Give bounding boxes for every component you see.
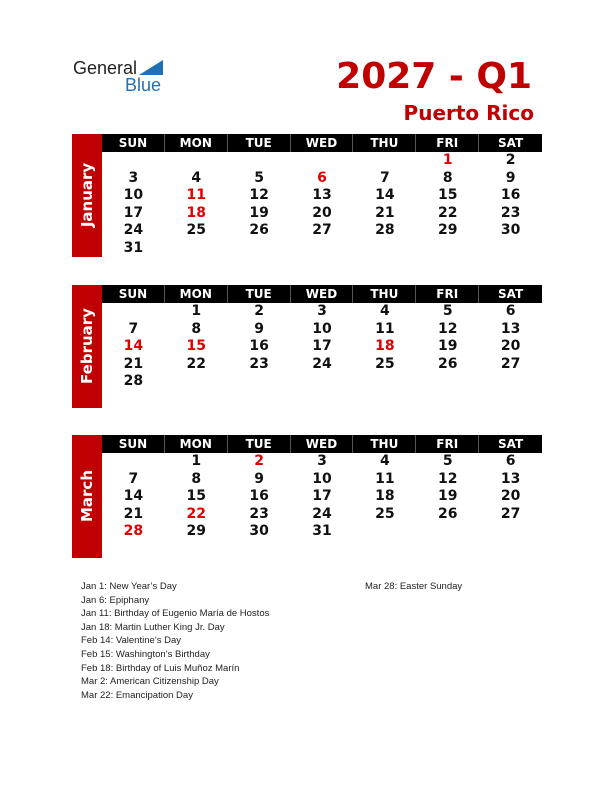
day-cell: 8 <box>442 169 453 186</box>
week-row <box>102 321 542 339</box>
day-cell: 27 <box>312 222 332 239</box>
day-cell: 18 <box>186 204 207 221</box>
holiday-note: Mar 2: American Citizenship Day <box>81 676 219 688</box>
day-cell: 14 <box>375 187 395 204</box>
day-cell: 1 <box>191 453 202 469</box>
weekday-header-row <box>102 285 542 303</box>
weekday-header: SUN <box>102 134 165 152</box>
weekday-header: FRI <box>416 435 479 453</box>
day-cell: 8 <box>191 320 202 337</box>
day-cell: 16 <box>249 488 269 505</box>
holiday-note: Jan 6: Epiphany <box>81 594 150 606</box>
weekday-header-row <box>102 134 542 152</box>
weekday-header: SAT <box>497 287 524 301</box>
day-cell: 27 <box>500 355 521 372</box>
day-cell: 20 <box>500 338 521 355</box>
day-cell: 11 <box>186 187 207 204</box>
week-row <box>102 205 542 223</box>
day-cell: 12 <box>249 187 269 204</box>
month-name: March <box>78 469 96 523</box>
calendar-grid <box>102 285 542 391</box>
day-cell: 14 <box>123 338 144 355</box>
weekday-header: THU <box>353 435 416 453</box>
calendar-grid <box>102 134 542 258</box>
day-cell: 2 <box>505 152 516 168</box>
day-cell: 3 <box>317 303 327 319</box>
day-cell: 24 <box>123 222 144 239</box>
empty-day-cell <box>102 152 165 170</box>
weekday-header: SAT <box>497 437 524 451</box>
day-cell: 17 <box>312 338 332 355</box>
day-cell: 29 <box>186 523 207 540</box>
day-cell: 1 <box>191 303 202 319</box>
day-cell: 31 <box>123 239 144 256</box>
week-row <box>102 187 542 205</box>
weekday-header: MON <box>165 134 228 152</box>
holiday-note: Feb 15: Washington’s Birthday <box>81 648 210 660</box>
day-cell: 4 <box>379 303 390 319</box>
weekday-header: WED <box>291 134 354 152</box>
empty-day-cell <box>353 152 416 170</box>
holiday-note: Mar 28: Easter Sunday <box>365 581 463 592</box>
empty-day-cell <box>291 152 354 170</box>
day-cell: 10 <box>312 320 332 337</box>
weekday-header: WED <box>291 435 354 453</box>
week-row <box>102 303 542 321</box>
day-cell: 14 <box>123 488 144 505</box>
week-row <box>102 152 542 170</box>
day-cell: 26 <box>437 505 458 522</box>
day-cell: 3 <box>317 453 327 469</box>
day-cell: 9 <box>505 169 516 186</box>
weekday-header: THU <box>353 285 416 303</box>
weekday-header: TUE <box>228 285 291 303</box>
day-cell: 12 <box>437 320 458 337</box>
day-cell: 23 <box>249 505 269 522</box>
day-cell: 1 <box>442 152 453 168</box>
holiday-note: Mar 22: Emancipation Day <box>81 689 193 701</box>
day-cell: 13 <box>500 470 521 487</box>
empty-day-cell <box>353 240 416 258</box>
empty-day-cell <box>165 240 228 258</box>
day-cell: 6 <box>505 453 516 469</box>
weekday-header: FRI <box>416 285 479 303</box>
day-cell: 21 <box>123 505 144 522</box>
weekday-header: SUN <box>102 285 165 303</box>
logo-flag-icon <box>139 60 163 75</box>
day-cell: 17 <box>123 204 144 221</box>
day-cell: 24 <box>312 505 332 522</box>
weekday-header-row <box>102 435 542 453</box>
holiday-note: Jan 18: Martin Luther King Jr. Day <box>81 621 225 633</box>
day-cell: 8 <box>191 470 202 487</box>
weekday-header: SAT <box>497 136 524 150</box>
day-cell: 23 <box>500 204 521 221</box>
day-cell: 5 <box>442 453 453 469</box>
weekday-header: MON <box>165 285 228 303</box>
day-cell: 5 <box>442 303 453 319</box>
week-row <box>102 170 542 188</box>
week-row <box>102 338 542 356</box>
page-subtitle: Puerto Rico <box>403 101 534 125</box>
month-side-bar <box>72 435 102 558</box>
day-cell: 16 <box>249 338 269 355</box>
empty-day-cell <box>228 373 291 391</box>
day-cell: 11 <box>375 470 395 487</box>
month-side-bar <box>72 134 102 257</box>
day-cell: 10 <box>312 470 332 487</box>
day-cell: 5 <box>254 169 264 186</box>
holiday-note: Feb 14: Valentine’s Day <box>81 635 181 647</box>
week-row <box>102 506 542 524</box>
day-cell: 13 <box>312 187 332 204</box>
day-cell: 13 <box>500 320 521 337</box>
weekday-header: FRI <box>416 134 479 152</box>
empty-day-cell <box>102 453 165 471</box>
day-cell: 30 <box>249 523 269 540</box>
logo-text-general: General <box>73 58 138 78</box>
day-cell: 28 <box>123 373 144 390</box>
empty-day-cell <box>165 152 228 170</box>
logo-text-blue: Blue <box>125 75 162 95</box>
day-cell: 15 <box>186 488 207 505</box>
day-cell: 25 <box>375 355 395 372</box>
empty-day-cell <box>416 523 479 541</box>
day-cell: 20 <box>500 488 521 505</box>
day-cell: 19 <box>249 204 269 221</box>
day-cell: 7 <box>128 320 139 337</box>
weekday-header: TUE <box>228 435 291 453</box>
week-row <box>102 488 542 506</box>
empty-day-cell <box>228 240 291 258</box>
day-cell: 11 <box>375 320 395 337</box>
empty-day-cell <box>228 152 291 170</box>
empty-day-cell <box>479 373 542 391</box>
day-cell: 21 <box>375 204 395 221</box>
day-cell: 3 <box>128 169 139 186</box>
empty-day-cell <box>102 303 165 321</box>
week-row <box>102 240 542 258</box>
weekday-header: MON <box>165 435 228 453</box>
day-cell: 15 <box>437 187 458 204</box>
holiday-list-right <box>365 580 462 594</box>
day-cell: 27 <box>500 505 521 522</box>
page-title: 2027 - Q1 <box>336 56 532 97</box>
empty-day-cell <box>353 373 416 391</box>
week-row <box>102 373 542 391</box>
week-row <box>102 453 542 471</box>
week-row <box>102 471 542 489</box>
day-cell: 2 <box>254 453 264 469</box>
day-cell: 24 <box>312 355 332 372</box>
day-cell: 6 <box>505 303 516 319</box>
day-cell: 26 <box>437 355 458 372</box>
day-cell: 18 <box>375 488 395 505</box>
day-cell: 29 <box>437 222 458 239</box>
empty-day-cell <box>291 240 354 258</box>
weekday-header: TUE <box>228 134 291 152</box>
day-cell: 2 <box>254 303 264 319</box>
day-cell: 18 <box>375 338 395 355</box>
day-cell: 9 <box>254 470 264 487</box>
holiday-list-left <box>81 580 269 702</box>
day-cell: 16 <box>500 187 521 204</box>
empty-day-cell <box>479 523 542 541</box>
day-cell: 26 <box>249 222 269 239</box>
empty-day-cell <box>416 240 479 258</box>
empty-day-cell <box>416 373 479 391</box>
week-row <box>102 523 542 541</box>
day-cell: 4 <box>191 169 202 186</box>
day-cell: 30 <box>500 222 521 239</box>
day-cell: 22 <box>186 355 207 372</box>
day-cell: 20 <box>312 204 332 221</box>
day-cell: 7 <box>128 470 139 487</box>
day-cell: 25 <box>186 222 207 239</box>
weekday-header: SUN <box>102 435 165 453</box>
day-cell: 28 <box>123 523 144 540</box>
empty-day-cell <box>291 373 354 391</box>
month-name: February <box>78 308 96 384</box>
holiday-note: Jan 1: New Year’s Day <box>81 581 177 592</box>
day-cell: 9 <box>254 320 264 337</box>
day-cell: 12 <box>437 470 458 487</box>
day-cell: 22 <box>437 204 458 221</box>
day-cell: 21 <box>123 355 144 372</box>
empty-day-cell <box>479 240 542 258</box>
month-side-bar <box>72 285 102 408</box>
day-cell: 7 <box>379 169 390 186</box>
empty-day-cell <box>353 523 416 541</box>
day-cell: 19 <box>437 488 458 505</box>
general-blue-logo <box>73 58 173 98</box>
day-cell: 31 <box>312 523 332 540</box>
empty-day-cell <box>165 373 228 391</box>
holiday-note: Feb 18: Birthday of Luis Muñoz Marín <box>81 662 240 674</box>
day-cell: 28 <box>375 222 395 239</box>
day-cell: 15 <box>186 338 207 355</box>
weekday-header: THU <box>353 134 416 152</box>
day-cell: 4 <box>379 453 390 469</box>
day-cell: 19 <box>437 338 458 355</box>
day-cell: 17 <box>312 488 332 505</box>
day-cell: 25 <box>375 505 395 522</box>
day-cell: 6 <box>317 169 327 186</box>
week-row <box>102 356 542 374</box>
day-cell: 10 <box>123 187 144 204</box>
month-name: January <box>78 162 96 228</box>
calendar-grid <box>102 435 542 541</box>
weekday-header: WED <box>291 285 354 303</box>
day-cell: 22 <box>186 505 207 522</box>
day-cell: 23 <box>249 355 269 372</box>
holiday-note: Jan 11: Birthday of Eugenio María de Hostos <box>81 608 270 620</box>
week-row <box>102 222 542 240</box>
